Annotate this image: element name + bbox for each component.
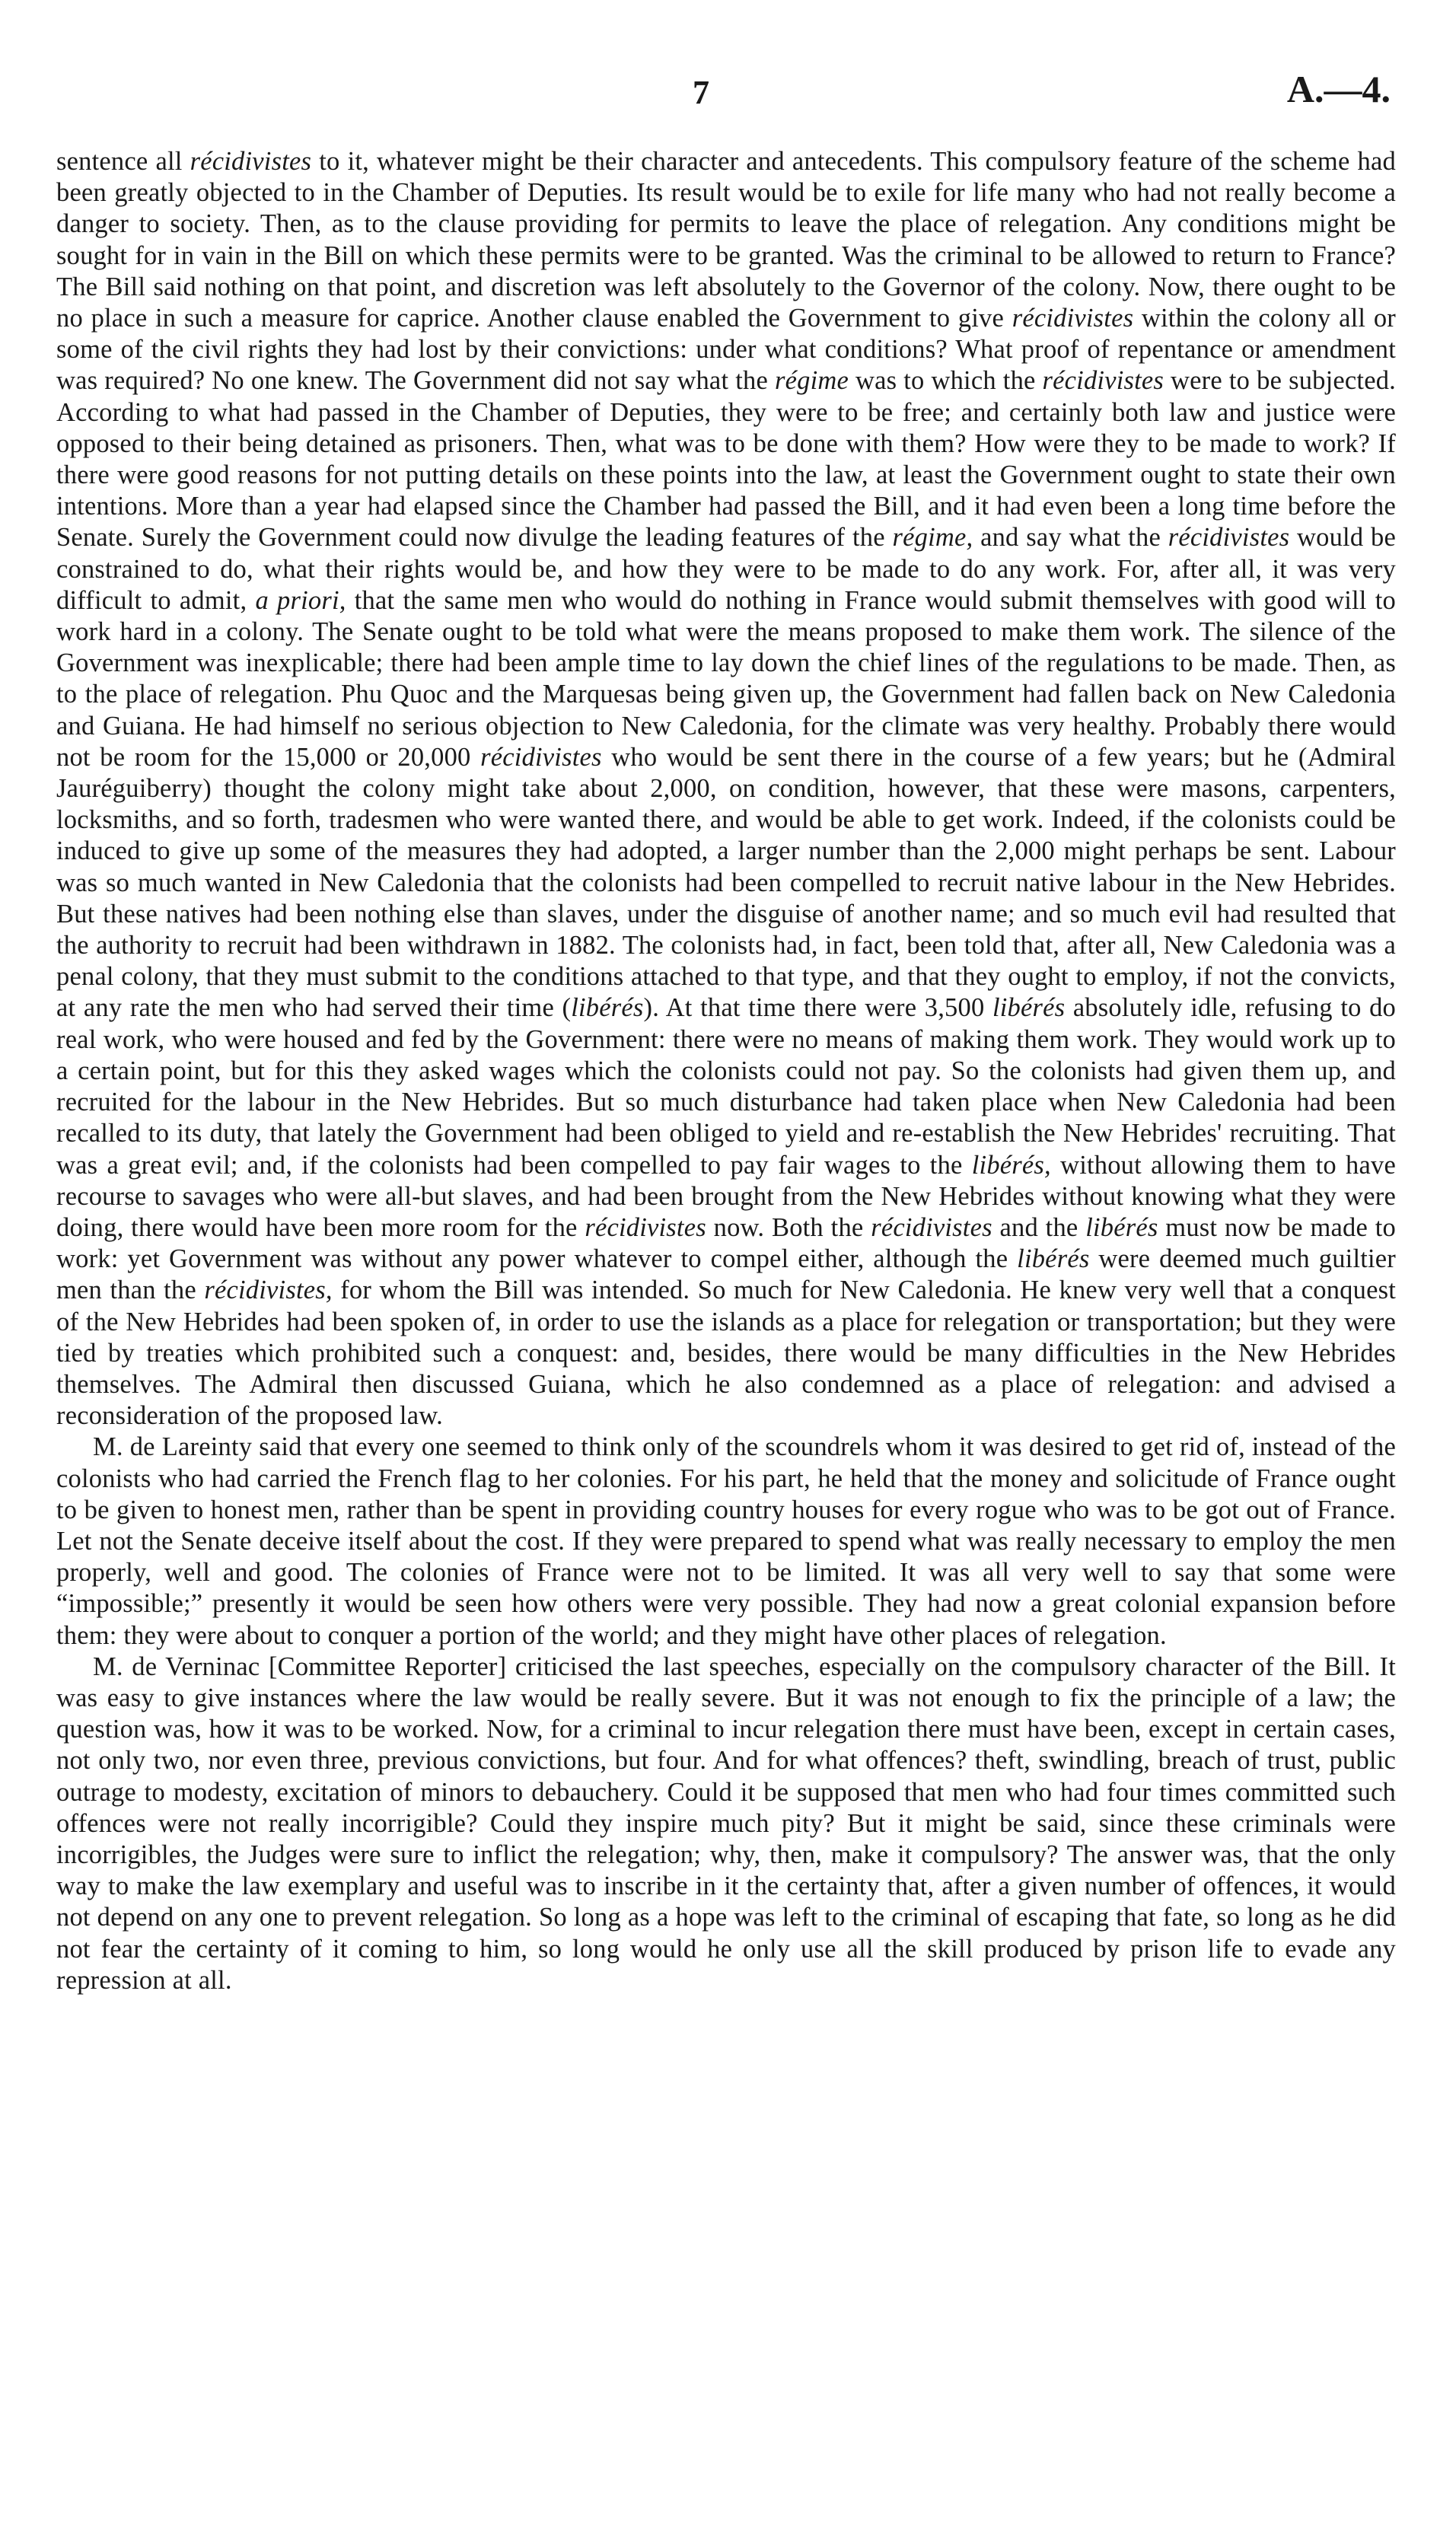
italic-term: récidivistes — [1042, 366, 1164, 396]
italic-term: récidivistes — [871, 1212, 992, 1242]
italic-term: libérés, — [971, 1150, 1051, 1180]
text-run: and the — [992, 1212, 1086, 1242]
italic-term: libérés — [571, 993, 644, 1023]
italic-term: libérés — [992, 993, 1066, 1023]
text-run: would be constrained to do, what their rights would be, and how they were to be made to do any work. For, after all, it was very difficult to admit, — [56, 523, 1396, 615]
text-run: was to which the — [849, 366, 1043, 396]
text-run: were deemed much guiltier men than the — [56, 1244, 1396, 1305]
text-run: M. de Verninac [Committee Reporter] criticised the last speeches, especially on the compulsory character of the Bill. It was easy to give instances where the law would be really severe. But it was not enough to fix the principle of a law; the question was, how it was to be worked. Now, for a criminal to incur relegation there must have been, except in certain cases, not only two, nor even three, previous convictions, but four. And for what offences? theft, swindling, breach of trust, public outrage to modesty, excitation of minors to debauchery. Could it be supposed that men who had four times committed such offences were not really incorrigible? Could they inspire much pity? But it might be said, since these criminals were incorrigibles, the Judges were sure to inflict the relegation; why, then, make it compulsory? The answer was, that the only way to make the law exemplary and useful was to inscribe in it the certainty that, after a given number of offences, it would not depend on any one to prevent relegation. So long as a hope was left to the criminal of escaping that fate, so long as he did not fear the certainty of it coming to him, so long would he only use all the skill produced by prison life to evade any repression at all. — [56, 1652, 1396, 1995]
text-run: were to be subjected. According to what had passed in the Chamber of Deputies, they were to be free; and certainly both law and justice were opposed to their being detained as prisoners. Then, what was to be done with them? How were they to be made to work? If there were good reasons for not putting details on these points into the law, at least the Government ought to state their own intentions. More than a year had elapsed since the Chamber had passed the Bill, and it had even been a long time before the Senate. Surely the Government could now divulge the leading features of the — [56, 366, 1396, 553]
text-run: absolutely idle, refusing to do real work, who were housed and fed by the Government: there were no means of making them work. They would work up to a certain point, but for this they asked wages which the colonists could not pay. So the colonists had given them up, and recruited for the labour in the New Hebrides. But so much disturbance had taken place when New Caledonia had been recalled to its duty, that lately the Government had been obliged to yield and re-establish the New Hebrides' recruiting. That was a great evil; and, if the colonists had been compelled to pay fair wages to the — [56, 993, 1397, 1180]
text-run: that the same men who would do nothing in France would submit themselves with good will to work hard in a colony. The Senate ought to be told what were the means proposed to make them work. The silence of the Government was inexplicable; there had been ample time to lay down the chief lines of the regulations to be made. Then, as to the place of relegation. Phu Quoc and the Marquesas being given up, the Government had fallen back on New Caledonia and Guiana. He had himself no serious objection to New Caledonia, for the climate was very healthy. Probably there would not be room for the 15,000 or 20,000 — [56, 585, 1396, 772]
body-text — [56, 146, 1396, 1996]
italic-term: récidivistes — [1168, 523, 1290, 553]
italic-term: récidivistes — [190, 147, 312, 176]
paragraph-lareinty — [56, 1432, 1396, 1651]
italic-term: libérés — [1085, 1212, 1158, 1242]
text-run: now. Both the — [706, 1212, 871, 1242]
italic-term: régime — [774, 366, 849, 396]
text-run: to it, whatever might be their character and antecedents. This compulsory feature of the scheme had been greatly objected to in the Chamber of Deputies. Its result would be to exile for life many who had not really become a danger to society. Then, as to the clause providing for permits to leave the place of relegation. Any conditions might be sought for in vain in the Bill on which these permits were to be granted. Was the criminal to be allowed to return to France? The Bill said nothing on that point, and discretion was left absolutely to the Governor of the colony. Now, there ought to be no place in such a measure for caprice. Another clause enabled the Government to give — [56, 147, 1396, 333]
paragraph-admiral-speech — [56, 146, 1396, 1432]
italic-term: récidivistes — [480, 742, 602, 772]
italic-term: récidivistes — [585, 1212, 706, 1242]
text-run: ). At that time there were 3,500 — [643, 993, 992, 1023]
page-number: 7 — [693, 74, 709, 111]
document-reference: A.—4. — [1286, 68, 1391, 110]
text-run: who would be sent there in the course of a few years; but he (Admiral Jauréguiberry) thought the colony might take about 2,000, on condition, however, that these were masons, carpenters, locksmiths, and so forth, tradesmen who were wanted there, and would be able to get work. Indeed, if the colonists could be induced to give up some of the measures they had adopted, a larger number than the 2,000 might perhaps be sent. Labour was so much wanted in New Caledonia that the colonists had been compelled to recruit native labour in the New Hebrides. But these natives had been nothing else than slaves, under the disguise of another name; and so much evil had resulted that the authority to recruit had been withdrawn in 1882. The colonists had, in fact, been told that, after all, New Caledonia was a penal colony, that they must submit to the conditions attached to that type, and that they ought to employ, if not the convicts, at any rate the men who had served their time ( — [56, 742, 1396, 1023]
italic-term: récidivistes — [1012, 304, 1134, 333]
text-run: for whom the Bill was intended. So much for New Caledonia. He knew very well that a conquest of the New Hebrides had been spoken of, in order to use the islands as a place for relegation or transportation; but they were tied by treaties which prohibited such a conquest: and, besides, there would be many difficulties in the New Hebrides themselves. The Admiral then discussed Guiana, which he also condemned as a place of relegation: and advised a reconsideration of the proposed law. — [56, 1276, 1397, 1431]
paragraph-verninac — [56, 1652, 1396, 1996]
text-run: must now be made to work: yet Government was without any power whatever to compel either, although the — [56, 1212, 1397, 1274]
text-run: M. de Lareinty said that every one seemed to think only of the scoundrels whom it was desired to get rid of, instead of the colonists who had carried the French flag to her colonies. For his part, he held that the money and solicitude of France ought to be given to honest men, rather than be spent in providing country houses for every rogue who was to be got out of France. Let not the Senate deceive itself about the cost. If they were prepared to spend what was really necessary to employ the men properly, well and good. The colonies of France were not to be limited. It was all very well to say that some were “impossible;” presently it would be seen how others were very possible. They had now a great colonial expansion before them: they were about to conquer a portion of the world; and they might have other places of relegation. — [56, 1432, 1396, 1650]
italic-term: a priori, — [255, 585, 346, 615]
text-run: and say what the — [973, 523, 1168, 553]
text-run: sentence all — [56, 147, 190, 176]
italic-term: récidivistes, — [204, 1276, 333, 1305]
text-run: within the colony all or some of the civil rights they had lost by their convictions: under what conditions? What proof of repentance or amendment was required? No one knew. The Government did not say what the — [56, 304, 1396, 396]
text-run: without allowing them to have recourse to savages who were all-but slaves, and had been brought from the New Hebrides without knowing what they were doing, there would have been more room for the — [56, 1150, 1396, 1242]
italic-term: libérés — [1017, 1244, 1090, 1274]
italic-term: régime, — [892, 523, 973, 553]
